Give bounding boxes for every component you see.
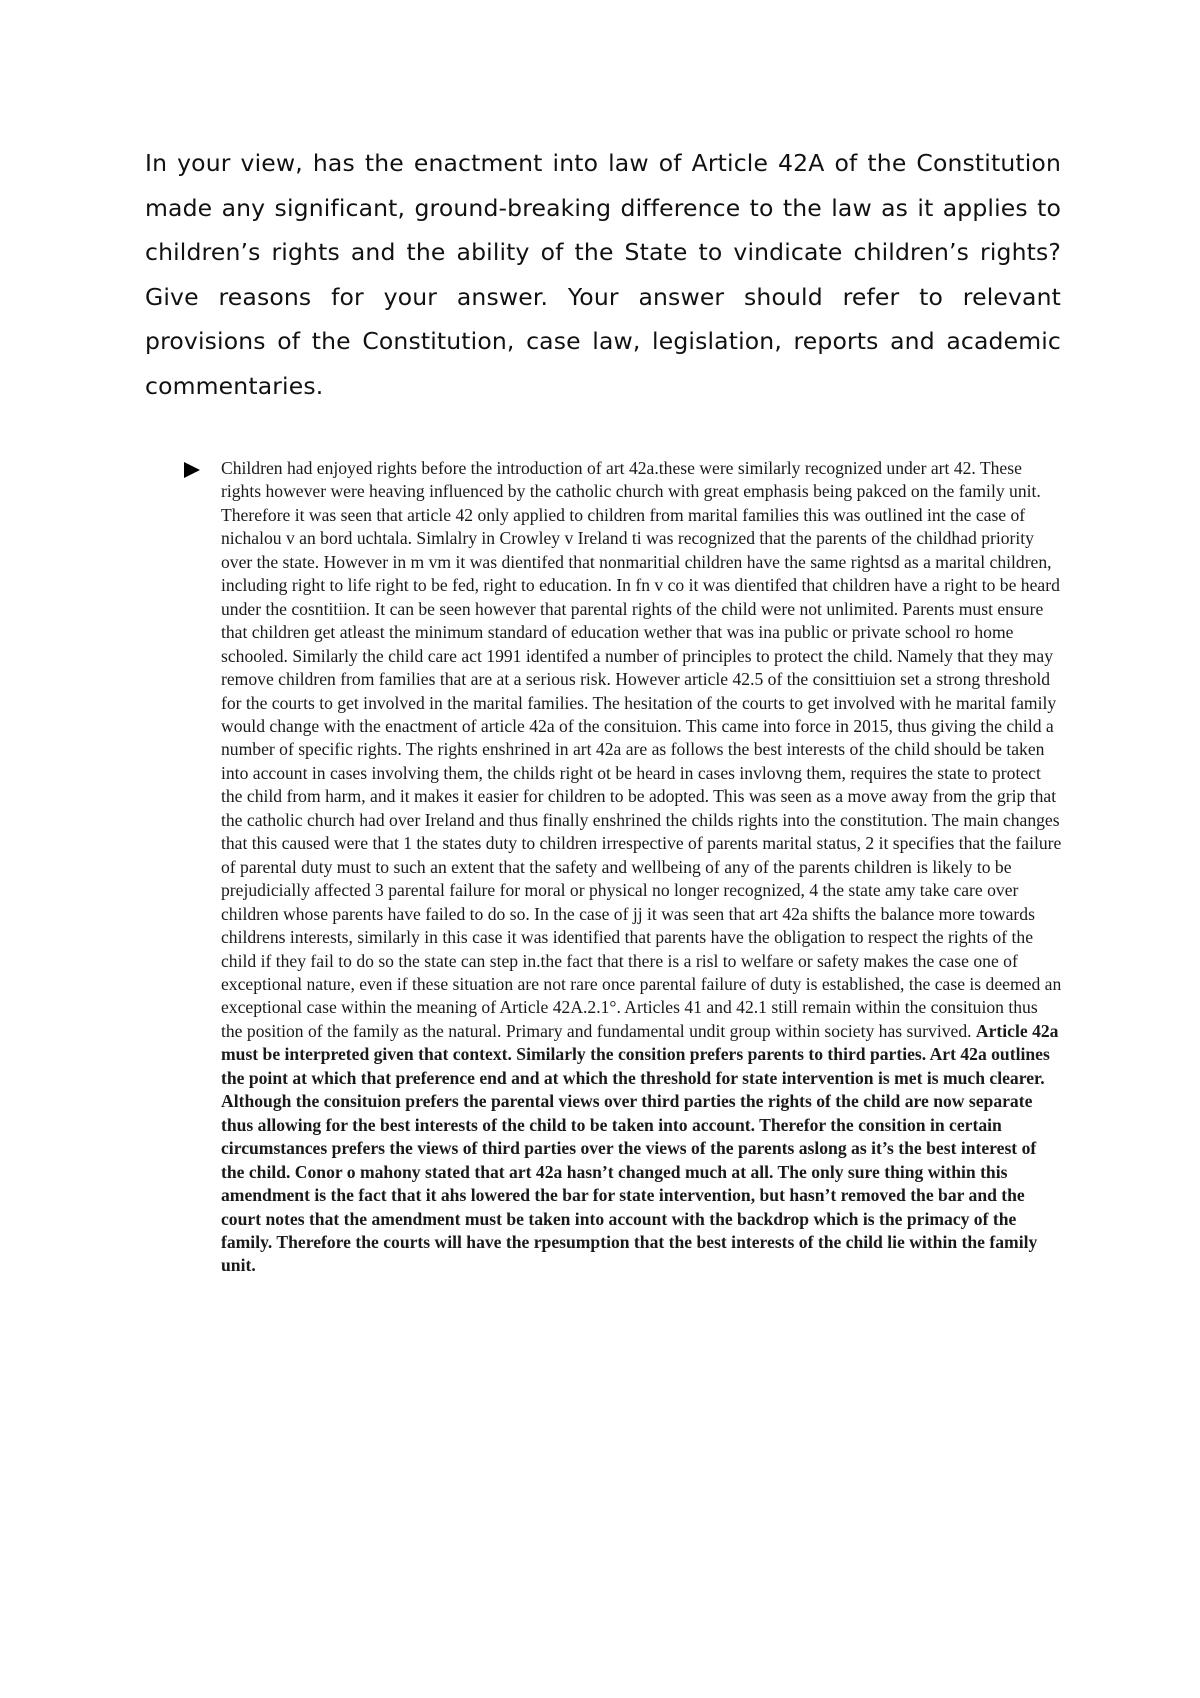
essay-question: In your view, has the enactment into law of Article 42A of the Constitution made any significant, ground-breaking difference to the law as it applies to children’s rights and the ability of the State to vindicate children’s rights? Give reasons for your answer. Your answer should refer to relevant provisions of the Constitution, case law, legislation, reports and academic commentaries. [145, 149, 1061, 400]
answer-regular-text: Children had enjoyed rights before the introduction of art 42a.these were similarly recognized under art 42. These rights however were heaving influenced by the catholic church with great emphasis being pakced on the family unit. Therefore it was seen that article 42 only applied to children from marital families this was outlined int the case of nichalou v an bord uchtala. Simlalry in Crowley v Ireland ti was recognized that the parents of the childhad priority over the state. However in m vm it was dientifed that nonmaritial children have the same rightsd as a marital children, including right to life right to be fed, right to education. In fn v co it was dientifed that children have a right to be heard under the cosntitiion. It can be seen however that parental rights of the child were not unlimited. Parents must ensure that children get atleast the minimum standard of education wether that was ina public or private school ro home schooled. Similarly the child care act 1991 identifed a number of principles to protect the child. Namely that they may remove children from families that are at a serious risk. However article 42.5 of the consittiuion set a strong threshold for the courts to get involved in the marital families. The hesitation of the courts to get involved with he marital family would change with the enactment of article 42a of the consituion. This came into force in 2015, thus giving the child a number of specific rights. The rights enshrined in art 42a are as follows the best interests of the child should be taken into account in cases involving them, the childs right ot be heard in cases invlovng them, requires the state to protect the child from harm, and it makes it easier for children to be adopted. This was seen as a move away from the grip that the catholic church had over Ireland and thus finally enshrined the childs rights into the constitution. The main changes that this caused were that 1 the states duty to children irrespective of parents marital status, 2 it specifies that the failure of parental duty must to such an extent that the safety and wellbeing of any of the parents children is likely to be prejudicially affected 3 parental failure for moral or physical no longer recognized, 4 the state amy take care over children whose parents have failed to do so. In the case of jj it was seen that art 42a shifts the balance more towards childrens interests, similarly in this case it was identified that parents have the obligation to respect the rights of the child if they fail to do so the state can step in.the fact that there is a risl to welfare or safety makes the case one of exceptional nature, even if these situation are not rare once parental failure of duty is established, the case is deemed an exceptional case within the meaning of Article 42A.2.1°. Articles 41 and 42.1 still remain within the consituion thus the position of the family as the natural. Primary and fundamental undit group within society has survived. [221, 458, 1062, 1041]
triangle-right-icon [183, 457, 221, 480]
answer-bullet-item [183, 457, 1063, 1278]
answer-bold-text: Article 42a must be interpreted given that context. Similarly the consition prefers parents to third parties. Art 42a outlines the point at which that preference end and at which the threshold for state intervention is met is much clearer. Although the consituion prefers the parental views over third parties the rights of the child are now separate thus allowing for the best interests of the child to be taken into account. Therefor the consition in certain circumstances prefers the views of third parties over the views of the parents aslong as it’s the best interest of the child. Conor o mahony stated that art 42a hasn’t changed much at all. The only sure thing within this amendment is the fact that it ahs lowered the bar for state intervention, but hasn’t removed the bar and the court notes that the amendment must be taken into account with the backdrop which is the primacy of the family. Therefore the courts will have the rpesumption that the best interests of the child lie within the family unit. [221, 1020, 1059, 1276]
answer-paragraph [221, 457, 1063, 1278]
